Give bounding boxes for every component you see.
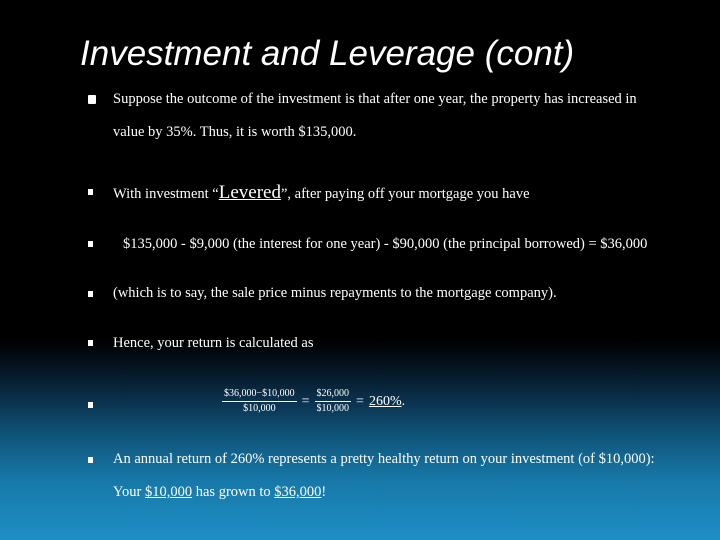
bullet-marker <box>88 291 93 297</box>
bullet-1-line-2: value by 35%. Thus, it is worth $135,000. <box>113 124 357 140</box>
fraction-left <box>222 388 297 415</box>
bullet-marker <box>88 189 93 195</box>
bullet-marker <box>88 340 93 346</box>
fraction-right-numerator: $26,000 <box>315 388 352 402</box>
formula-result: 260% <box>368 393 402 409</box>
amount-invested: $10,000 <box>144 484 193 500</box>
bullet-7-end: ! <box>321 484 327 500</box>
bullet-5-text: Hence, your return is calculated as <box>113 335 314 351</box>
bullet-marker <box>88 457 93 463</box>
equals-sign-2: = <box>356 393 364 409</box>
return-formula <box>222 388 405 415</box>
fraction-left-denominator: $10,000 <box>243 403 276 414</box>
equals-sign: = <box>301 393 310 409</box>
slide-title: Investment and Leverage (cont) <box>80 34 575 73</box>
bullet-2-post: ”, after paying off your mortgage you have <box>280 186 530 202</box>
bullet-marker <box>88 402 93 408</box>
formula-period: . <box>401 393 406 409</box>
bullet-7-line-1: An annual return of 260% represents a pretty healthy return on your investment (of $10,000): <box>113 451 655 467</box>
bullet-3-text: $135,000 - $9,000 (the interest for one year) - $90,000 (the principal borrowed) = $36,000 <box>123 236 648 252</box>
bullet-2-pre: With investment “ <box>113 186 219 202</box>
amount-final: $36,000 <box>274 484 322 500</box>
bullet-2-text <box>113 182 530 204</box>
bullet-7-pre: Your <box>113 484 145 500</box>
bullet-7-line-2 <box>113 484 326 501</box>
bullet-7-mid: has grown to <box>192 484 275 500</box>
bullet-1-line-1: Suppose the outcome of the investment is that after one year, the property has increased in <box>113 91 637 107</box>
bullet-marker <box>88 95 96 104</box>
bullet-marker <box>88 241 93 247</box>
bullet-4-text: (which is to say, the sale price minus repayments to the mortgage company). <box>113 285 557 301</box>
levered-word: Levered <box>218 182 281 203</box>
fraction-left-numerator: $36,000−$10,000 <box>222 388 297 402</box>
fraction-right-denominator: $10,000 <box>316 403 350 414</box>
fraction-right <box>315 388 352 415</box>
